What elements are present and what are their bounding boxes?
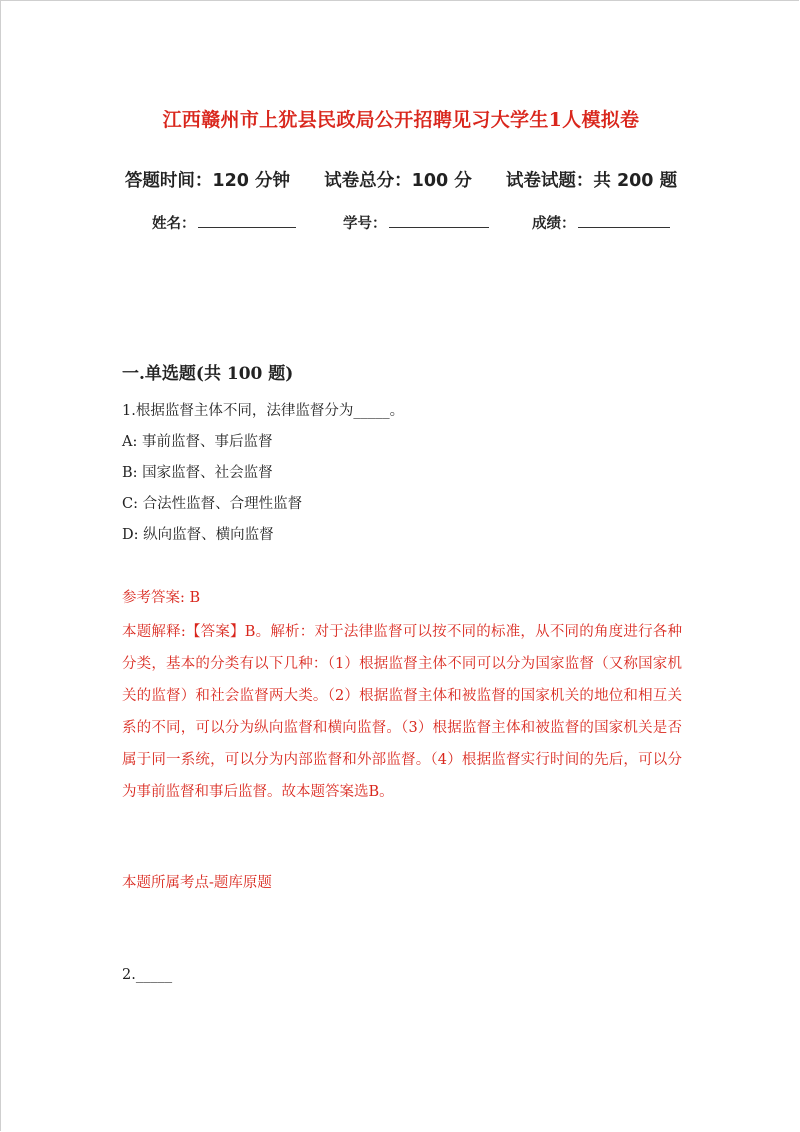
answer-explanation: 本题解释:【答案】B。解析：对于法律监督可以按不同的标准，从不同的角度进行各种分类，基本的分类有以下几种：（1）根据监督主体不同可以分为国家监督（又称国家机关的监督）和社会监督两大类。（2）根据监督主体和被监督的国家机关的地位和相互关系的不同，可以分为纵向监督和横向监督。（3）根据监督主体和被监督的国家机关是否属于同一系统，可以分为内部监督和外部监督。（4）根据监督实行时间的先后，可以分为事前监督和事后监督。故本题答案选B。 — [122, 624, 682, 800]
name-blank — [198, 214, 296, 228]
question-stem: 1.根据监督主体不同，法律监督分为_____。 — [122, 403, 405, 419]
exam-question-count: 试卷试题：共 200 题 — [505, 171, 678, 191]
exam-meta — [1, 167, 800, 192]
option-d: D: 纵向监督、横向监督 — [122, 527, 274, 543]
exam-total-score: 试卷总分：100 分 — [324, 171, 472, 191]
option-a: A: 事前监督、事后监督 — [122, 434, 273, 450]
page-title: 江西赣州市上犹县民政局公开招聘见习大学生1人模拟卷 — [162, 109, 640, 131]
name-field — [152, 212, 296, 233]
score-field — [532, 212, 670, 233]
question-stem: 2._____ — [122, 967, 173, 983]
exam-time: 答题时间：120 分钟 — [124, 171, 291, 191]
name-label: 姓名： — [152, 216, 196, 232]
student-id-label: 学号： — [343, 216, 387, 232]
option-b: B: 国家监督、社会监督 — [122, 465, 273, 481]
section-title: 一.单选题(共 100 题) — [122, 364, 294, 384]
question-source: 本题所属考点-题库原题 — [122, 875, 272, 891]
student-id-field — [343, 212, 489, 233]
option-c: C: 合法性监督、合理性监督 — [122, 496, 303, 512]
score-label: 成绩： — [532, 216, 576, 232]
reference-answer: 参考答案: B — [122, 590, 201, 606]
student-id-blank — [389, 214, 489, 228]
score-blank — [578, 214, 670, 228]
